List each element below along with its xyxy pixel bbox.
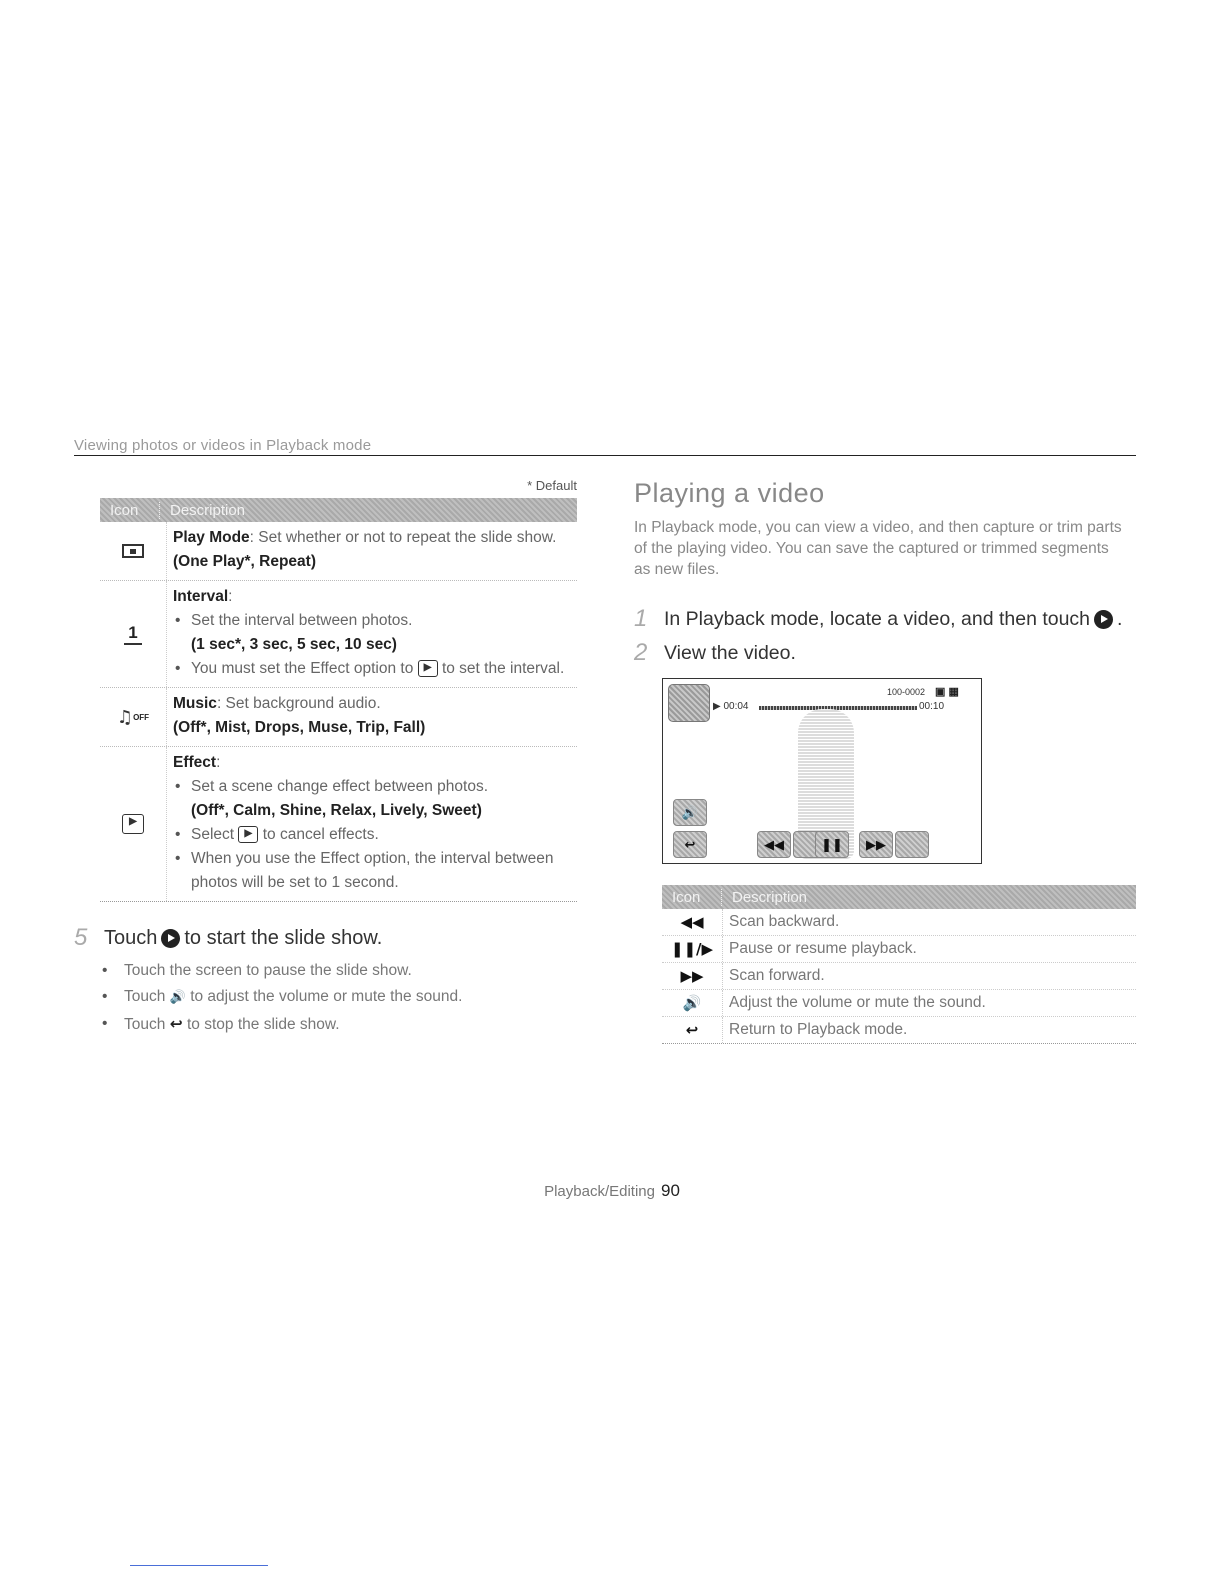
- interval-icon-text: 1: [124, 623, 141, 645]
- footer-section: Playback/Editing: [544, 1183, 655, 1200]
- list-item: [102, 1011, 554, 1038]
- step-5-pre: Touch: [104, 926, 158, 949]
- table-row: [662, 1017, 1136, 1044]
- section-title: Playing a video: [634, 478, 825, 508]
- col-icon-header: Icon: [100, 502, 160, 519]
- effect-off-icon: ▶: [238, 826, 258, 843]
- repeat-icon: [100, 522, 166, 580]
- effect-bullet-3: When you use the Effect option, the interval between photos will be set to 1 second.: [191, 850, 554, 891]
- step-number: 1: [634, 605, 648, 632]
- playing-video-section: [634, 478, 1139, 670]
- step-5-bullet-3a: Touch: [124, 1016, 166, 1033]
- elapsed-time: ▶ 00:04: [713, 701, 749, 712]
- step-number: 2: [634, 639, 648, 666]
- col-desc-header: Description: [732, 888, 808, 906]
- bottom-link-line: [130, 1565, 268, 1566]
- playback-icon-table: [662, 885, 1136, 1044]
- music-desc: : Set background audio.: [216, 695, 381, 712]
- running-header: Viewing photos or videos in Playback mode: [74, 437, 1136, 456]
- table-row: [662, 936, 1136, 963]
- row-desc: Adjust the volume or mute the sound.: [722, 990, 986, 1016]
- play-icon: [161, 929, 180, 948]
- volume-button[interactable]: 🔊: [673, 799, 707, 826]
- music-title: Music: [173, 695, 217, 712]
- interval-title: Interval: [173, 588, 229, 605]
- table-row: [662, 909, 1136, 936]
- rewind-icon: ◀◀: [680, 913, 704, 931]
- table-header: [662, 885, 1136, 909]
- fast-forward-button[interactable]: ▶▶: [859, 831, 893, 858]
- play-mode-options: (One Play*, Repeat): [173, 553, 316, 570]
- table-header: [100, 498, 577, 522]
- col-desc-header: Description: [170, 501, 246, 519]
- play-mode-title: Play Mode: [173, 529, 250, 546]
- step-5-bullet-2a: Touch: [124, 988, 166, 1005]
- effect-off-icon: ▶: [418, 660, 438, 677]
- volume-icon: 🔊: [682, 994, 702, 1012]
- back-button[interactable]: ↩: [673, 831, 707, 858]
- step-1-text: In Playback mode, locate a video, and then touch: [664, 607, 1091, 630]
- interval-bullet-1: Set the interval between photos.: [191, 612, 413, 629]
- step-1: [634, 602, 1139, 636]
- play-icon: [1094, 610, 1113, 629]
- step-5-bullet-3b: to stop the slide show.: [187, 1016, 340, 1033]
- effect-title: Effect: [173, 754, 217, 771]
- interval-bullet-2b: to set the interval.: [441, 660, 565, 677]
- step-5-post: to start the slide show.: [184, 926, 383, 949]
- effect-colon: :: [216, 754, 221, 771]
- slideshow-options-table: [100, 478, 577, 902]
- step-1-period: .: [1117, 607, 1123, 630]
- page-number: 90: [660, 1181, 680, 1200]
- step-number: 5: [74, 924, 88, 951]
- table-row: [100, 747, 577, 902]
- step-2-text: View the video.: [664, 641, 796, 664]
- music-options: (Off*, Mist, Drops, Muse, Trip, Fall): [173, 719, 426, 736]
- pause-play-icon: ❚❚/▶: [670, 940, 714, 958]
- row-desc: Scan forward.: [722, 963, 825, 989]
- music-off-label: OFF: [133, 712, 150, 722]
- music-off-icon: ♫ OFF: [116, 706, 150, 728]
- table-row: [100, 688, 577, 747]
- default-note: * Default: [527, 478, 577, 493]
- file-number: 100-0002: [887, 687, 926, 697]
- capture-button[interactable]: [895, 831, 929, 858]
- play-mode-desc: : Set whether or not to repeat the slide show.: [249, 529, 557, 546]
- list-item: [102, 984, 554, 1011]
- intro-text: In Playback mode, you can view a video, and then capture or trim parts of the playing video. You can save the captured or trimmed segments as new files.: [634, 519, 1122, 578]
- rewind-button[interactable]: ◀◀: [757, 831, 791, 858]
- effect-off-icon: ▶: [100, 747, 166, 901]
- table-row: [662, 963, 1136, 990]
- total-time: 00:10: [919, 701, 945, 712]
- row-desc: Scan backward.: [722, 909, 839, 935]
- col-icon-header: Icon: [662, 889, 722, 906]
- page-footer: [0, 1181, 1224, 1201]
- back-icon: ↩: [169, 1015, 183, 1033]
- interval-bullet-2a: You must set the Effect option to: [191, 660, 414, 677]
- step-5: [74, 924, 554, 1038]
- volume-icon: 🔊: [169, 990, 186, 1005]
- video-playback-screen: [662, 678, 982, 864]
- list-item: [102, 958, 554, 984]
- interval-options: (1 sec*, 3 sec, 5 sec, 10 sec): [191, 636, 397, 653]
- memory-card-icon: ▣ ▦: [935, 686, 959, 698]
- row-desc: Pause or resume playback.: [722, 936, 917, 962]
- interval-icon: [100, 581, 166, 687]
- capture-thumbnail[interactable]: [668, 684, 710, 722]
- effect-bullet-2a: Select: [191, 826, 235, 843]
- step-5-bullet-1: Touch the screen to pause the slide show.: [124, 962, 412, 979]
- row-desc: Return to Playback mode.: [722, 1017, 907, 1043]
- step-2: [634, 636, 1139, 670]
- effect-bullet-2b: to cancel effects.: [262, 826, 379, 843]
- effect-bullet-1: Set a scene change effect between photos.: [191, 778, 489, 795]
- table-row: [662, 990, 1136, 1017]
- interval-colon: :: [228, 588, 233, 605]
- fast-forward-icon: ▶▶: [680, 967, 704, 985]
- back-icon: ↩: [685, 1021, 699, 1039]
- pause-button[interactable]: ❚❚: [815, 831, 849, 858]
- effect-options: (Off*, Calm, Shine, Relax, Lively, Sweet): [191, 802, 482, 819]
- table-row: [100, 581, 577, 688]
- table-row: [100, 522, 577, 581]
- step-5-bullet-2b: to adjust the volume or mute the sound.: [190, 988, 463, 1005]
